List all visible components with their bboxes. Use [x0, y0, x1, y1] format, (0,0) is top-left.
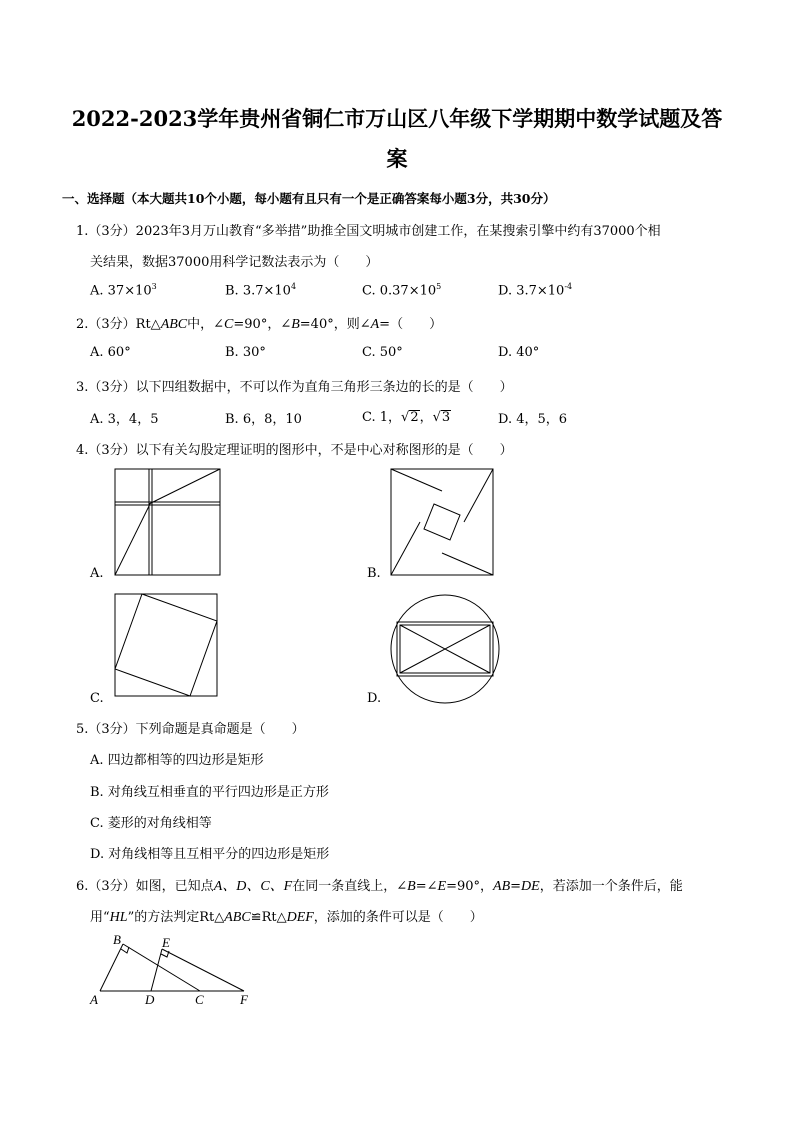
q1-option-d-base: D. 3.7×10: [498, 283, 565, 299]
q2-stem-mid2: =90°，∠: [233, 317, 292, 332]
q6-l2-cong: ≌Rt△: [250, 910, 287, 925]
q6-l1-angle-e: E: [437, 879, 447, 894]
q2-stem-post: =（ ）: [379, 317, 443, 332]
q1-option-b: [225, 282, 296, 298]
q3-option-c-radicand1: 2: [410, 410, 419, 425]
q4-option-b-label: B.: [367, 566, 381, 581]
q6-l1-mid: 在同一条直线上，∠: [292, 879, 408, 894]
q3-option-d: D. 4，5，6: [498, 412, 568, 427]
q6-l1-mid2: =90°，: [446, 879, 494, 894]
q1-option-c: [362, 282, 441, 298]
q1-option-a: [90, 282, 157, 298]
q1-option-a-exp: 3: [151, 282, 157, 291]
q6-l1-de: DE: [521, 879, 540, 894]
q5-option-b: B. 对角线互相垂直的平行四边形是正方形: [90, 785, 329, 800]
q2-option-a: A. 60°: [90, 345, 131, 360]
q6-l2-mid: ”的方法判定Rt△: [127, 910, 225, 925]
exam-title-line1: 2022-2023学年贵州省铜仁市万山区八年级下学期期中数学试题及答: [71, 106, 723, 131]
q6-l1-eq2: =: [510, 879, 522, 894]
q6-triangle-figure: [86, 930, 262, 1010]
q4-figure-b: [390, 468, 496, 578]
sqrt-icon: √: [401, 410, 410, 425]
q4-option-d-label: D.: [367, 691, 382, 706]
q4-stem: 4.（3分）以下有关勾股定理证明的图形中，不是中心对称图形的是（ ）: [76, 443, 513, 458]
sqrt-icon: √: [432, 410, 441, 425]
q2-option-b: B. 30°: [225, 345, 266, 360]
q6-label-d: D: [145, 992, 155, 1007]
q3-option-c: [362, 406, 451, 425]
q2-stem-pre: 2.（3分）Rt△: [76, 317, 161, 332]
q6-segment-de: [151, 949, 162, 991]
section-heading-choice: 一、选择题（本大题共10个小题，每小题有且只有一个是正确答案每小题3分，共30分）: [62, 191, 556, 206]
q1-option-d: [498, 282, 572, 298]
q3-option-b: B. 6，8，10: [225, 412, 302, 427]
q6-l2-hl: HL: [109, 910, 128, 925]
q2-stem: [76, 313, 442, 333]
q6-l2-pre: 用“: [90, 910, 110, 925]
q3-option-c-radicand2: 3: [441, 410, 451, 425]
q1-option-b-exp: 4: [290, 282, 297, 291]
q6-l1-angle-b: B: [407, 879, 416, 894]
q6-l1-post: ，若添加一个条件后，能: [539, 879, 683, 894]
q3-option-a: A. 3，4，5: [90, 412, 159, 427]
q3-option-c-sep: ，: [419, 410, 433, 425]
q6-label-e: E: [162, 935, 170, 950]
q2-option-d: D. 40°: [498, 345, 540, 360]
q1-option-b-base: B. 3.7×10: [225, 283, 291, 299]
q2-angle-b: B: [291, 317, 300, 332]
q2-triangle-name: ABC: [160, 317, 188, 332]
q2-angle-c: C: [224, 317, 234, 332]
q1-stem-line1: 1.（3分）2023年3月万山教育“多举措”助推全国文明城市创建工作，在某搜索引擎中约有37000个相: [76, 224, 661, 239]
q1-option-c-base: C. 0.37×10: [362, 283, 437, 299]
q6-l2-abc: ABC: [224, 910, 251, 925]
q3-option-c-pre: C. 1，: [362, 410, 402, 425]
q2-stem-mid1: 中，∠: [187, 317, 225, 332]
q6-label-b: B: [113, 932, 121, 947]
q6-l1-pre: 6.（3分）如图，已知点: [76, 879, 214, 894]
q6-segment-ef: [162, 949, 244, 991]
q6-label-a: A: [90, 992, 98, 1007]
q6-l1-eq: =∠: [415, 879, 438, 894]
q6-right-angle-b: [121, 947, 129, 953]
q5-option-d: D. 对角线相等且互相平分的四边形是矩形: [90, 847, 330, 862]
q6-stem-line2: [90, 906, 483, 926]
q1-option-d-exp: -4: [564, 282, 573, 291]
q1-stem-line2: 关结果，数据37000用科学记数法表示为（ ）: [90, 255, 379, 270]
q6-stem-line1: [76, 875, 683, 895]
q6-l1-ab: AB: [493, 879, 511, 894]
q5-stem: 5.（3分）下列命题是真命题是（ ）: [76, 722, 305, 737]
q4-figure-d: [389, 593, 501, 705]
q1-option-c-exp: 5: [436, 282, 442, 291]
q6-l2-post: ，添加的条件可以是（ ）: [313, 910, 483, 925]
q1-option-a-base: A. 37×10: [90, 283, 152, 299]
q2-stem-mid3: =40°，则∠: [299, 317, 371, 332]
q2-option-c: C. 50°: [362, 345, 403, 360]
q6-label-f: F: [240, 992, 248, 1007]
q6-l1-points: A、D、C、F: [213, 879, 293, 894]
q6-label-c: C: [195, 992, 204, 1007]
q5-option-c: C. 菱形的对角线相等: [90, 816, 212, 831]
q4-option-a-label: A.: [90, 566, 104, 581]
q6-l2-def: DEF: [286, 910, 314, 925]
q4-option-c-label: C.: [90, 691, 104, 706]
q4-figure-c: [114, 593, 220, 699]
q5-option-a: A. 四边都相等的四边形是矩形: [90, 753, 264, 768]
exam-title-line2: 案: [386, 146, 408, 171]
q6-segment-ab: [100, 944, 123, 991]
q4-figure-a: [114, 468, 222, 578]
q2-angle-a: A: [370, 317, 380, 332]
q3-stem: 3.（3分）以下四组数据中，不可以作为直角三角形三条边的长的是（ ）: [76, 380, 513, 395]
